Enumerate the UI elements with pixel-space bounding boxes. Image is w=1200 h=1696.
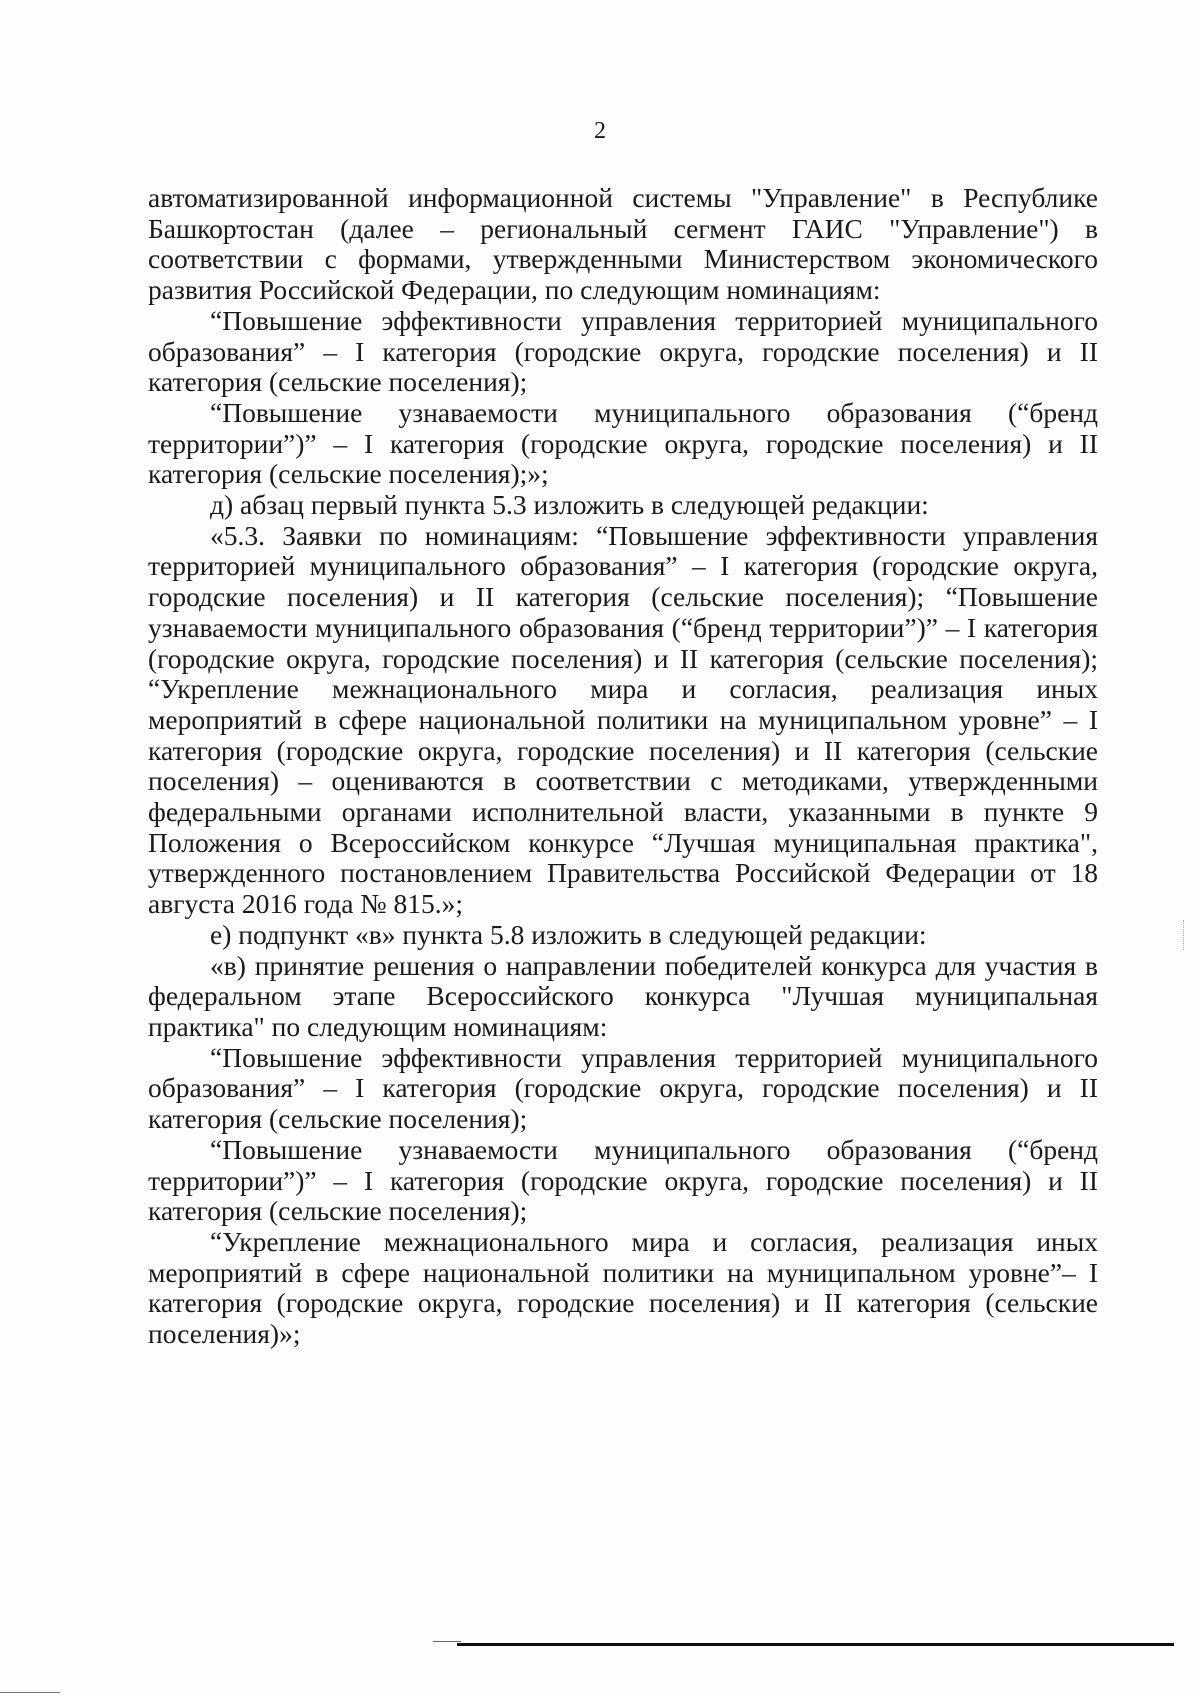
scan-edge-mark [0,1692,60,1693]
scan-edge-dots [1183,920,1186,950]
paragraph-clause-5-3: «5.3. Заявки по номинациям: “Повышение эффективности управления территорией муниципального образования” – I категория (городские округа, городские поселения) и II категория (сельские поселения); “Повышение узнаваемости муниципального образования (“бренд территории”)” – I категория (городские округа, городские поселения) и II категория (сельские поселения); “Укрепление межнационального мира и согласия, реализация иных мероприятий в сфере национальной политики на муниципальном уровне” – I категория (городские округа, городские поселения) и II категория (сельские поселения) – оцениваются в соответствии с методиками, утвержденными федеральными органами исполнительной власти, указанными в пункте 9 Положения о Всероссийском конкурсе “Лучшая муниципальная практика", утвержденного постановлением Правительства Российской Федерации от 18 августа 2016 года № 815.»; [148,519,1098,920]
paragraph-nomination-brand: “Повышение узнаваемости муниципального образования (“бренд территории”)” – I категория (городские округа, городские поселения) и II категория (сельские поселения);»; [148,396,1098,490]
paragraph-nomination-interethnic: “Укрепление межнационального мира и согласия, реализация иных мероприятий в сфере национальной политики на муниципальном уровне”– I категория (городские округа, городские поселения) и II категория (сельские поселения)»; [148,1225,1098,1350]
paragraph-item-d: д) абзац первый пункта 5.3 изложить в следующей редакции: [210,489,929,521]
paragraph-continuation: автоматизированной информационной системы "Управление" в Республике Башкортостан (далее – региональный сегмент ГАИС "Управление") в соответствии с формами, утвержденными Министерством экономического развития Российской Федерации, по следующим номинациям: [148,182,1098,306]
paragraph-nomination-efficiency-2: “Повышение эффективности управления территорией муниципального образования” – I категория (городские округа, городские поселения) и II категория (сельские поселения); [148,1041,1098,1135]
paragraph-subclause-v: «в) принятие решения о направлении победителей конкурса для участия в федеральном этапе Всероссийского конкурса "Лучшая муниципальная практика" по следующим номинациям: [148,949,1098,1042]
footer-rule [457,1643,1174,1646]
page-number: 2 [594,118,606,144]
paragraph-item-e: е) подпункт «в» пункта 5.8 изложить в следующей редакции: [210,918,927,950]
paragraph-nomination-brand-2: “Повышение узнаваемости муниципального образования (“бренд территории”)” – I категория (городские округа, городские поселения) и II категория (сельские поселения); [148,1133,1098,1227]
paragraph-nomination-efficiency: “Повышение эффективности управления территорией муниципального образования” – I категория (городские округа, городские поселения) и II категория (сельские поселения); [148,304,1098,398]
document-body [148,183,1098,1350]
footer-rule-fragment [433,1641,461,1642]
